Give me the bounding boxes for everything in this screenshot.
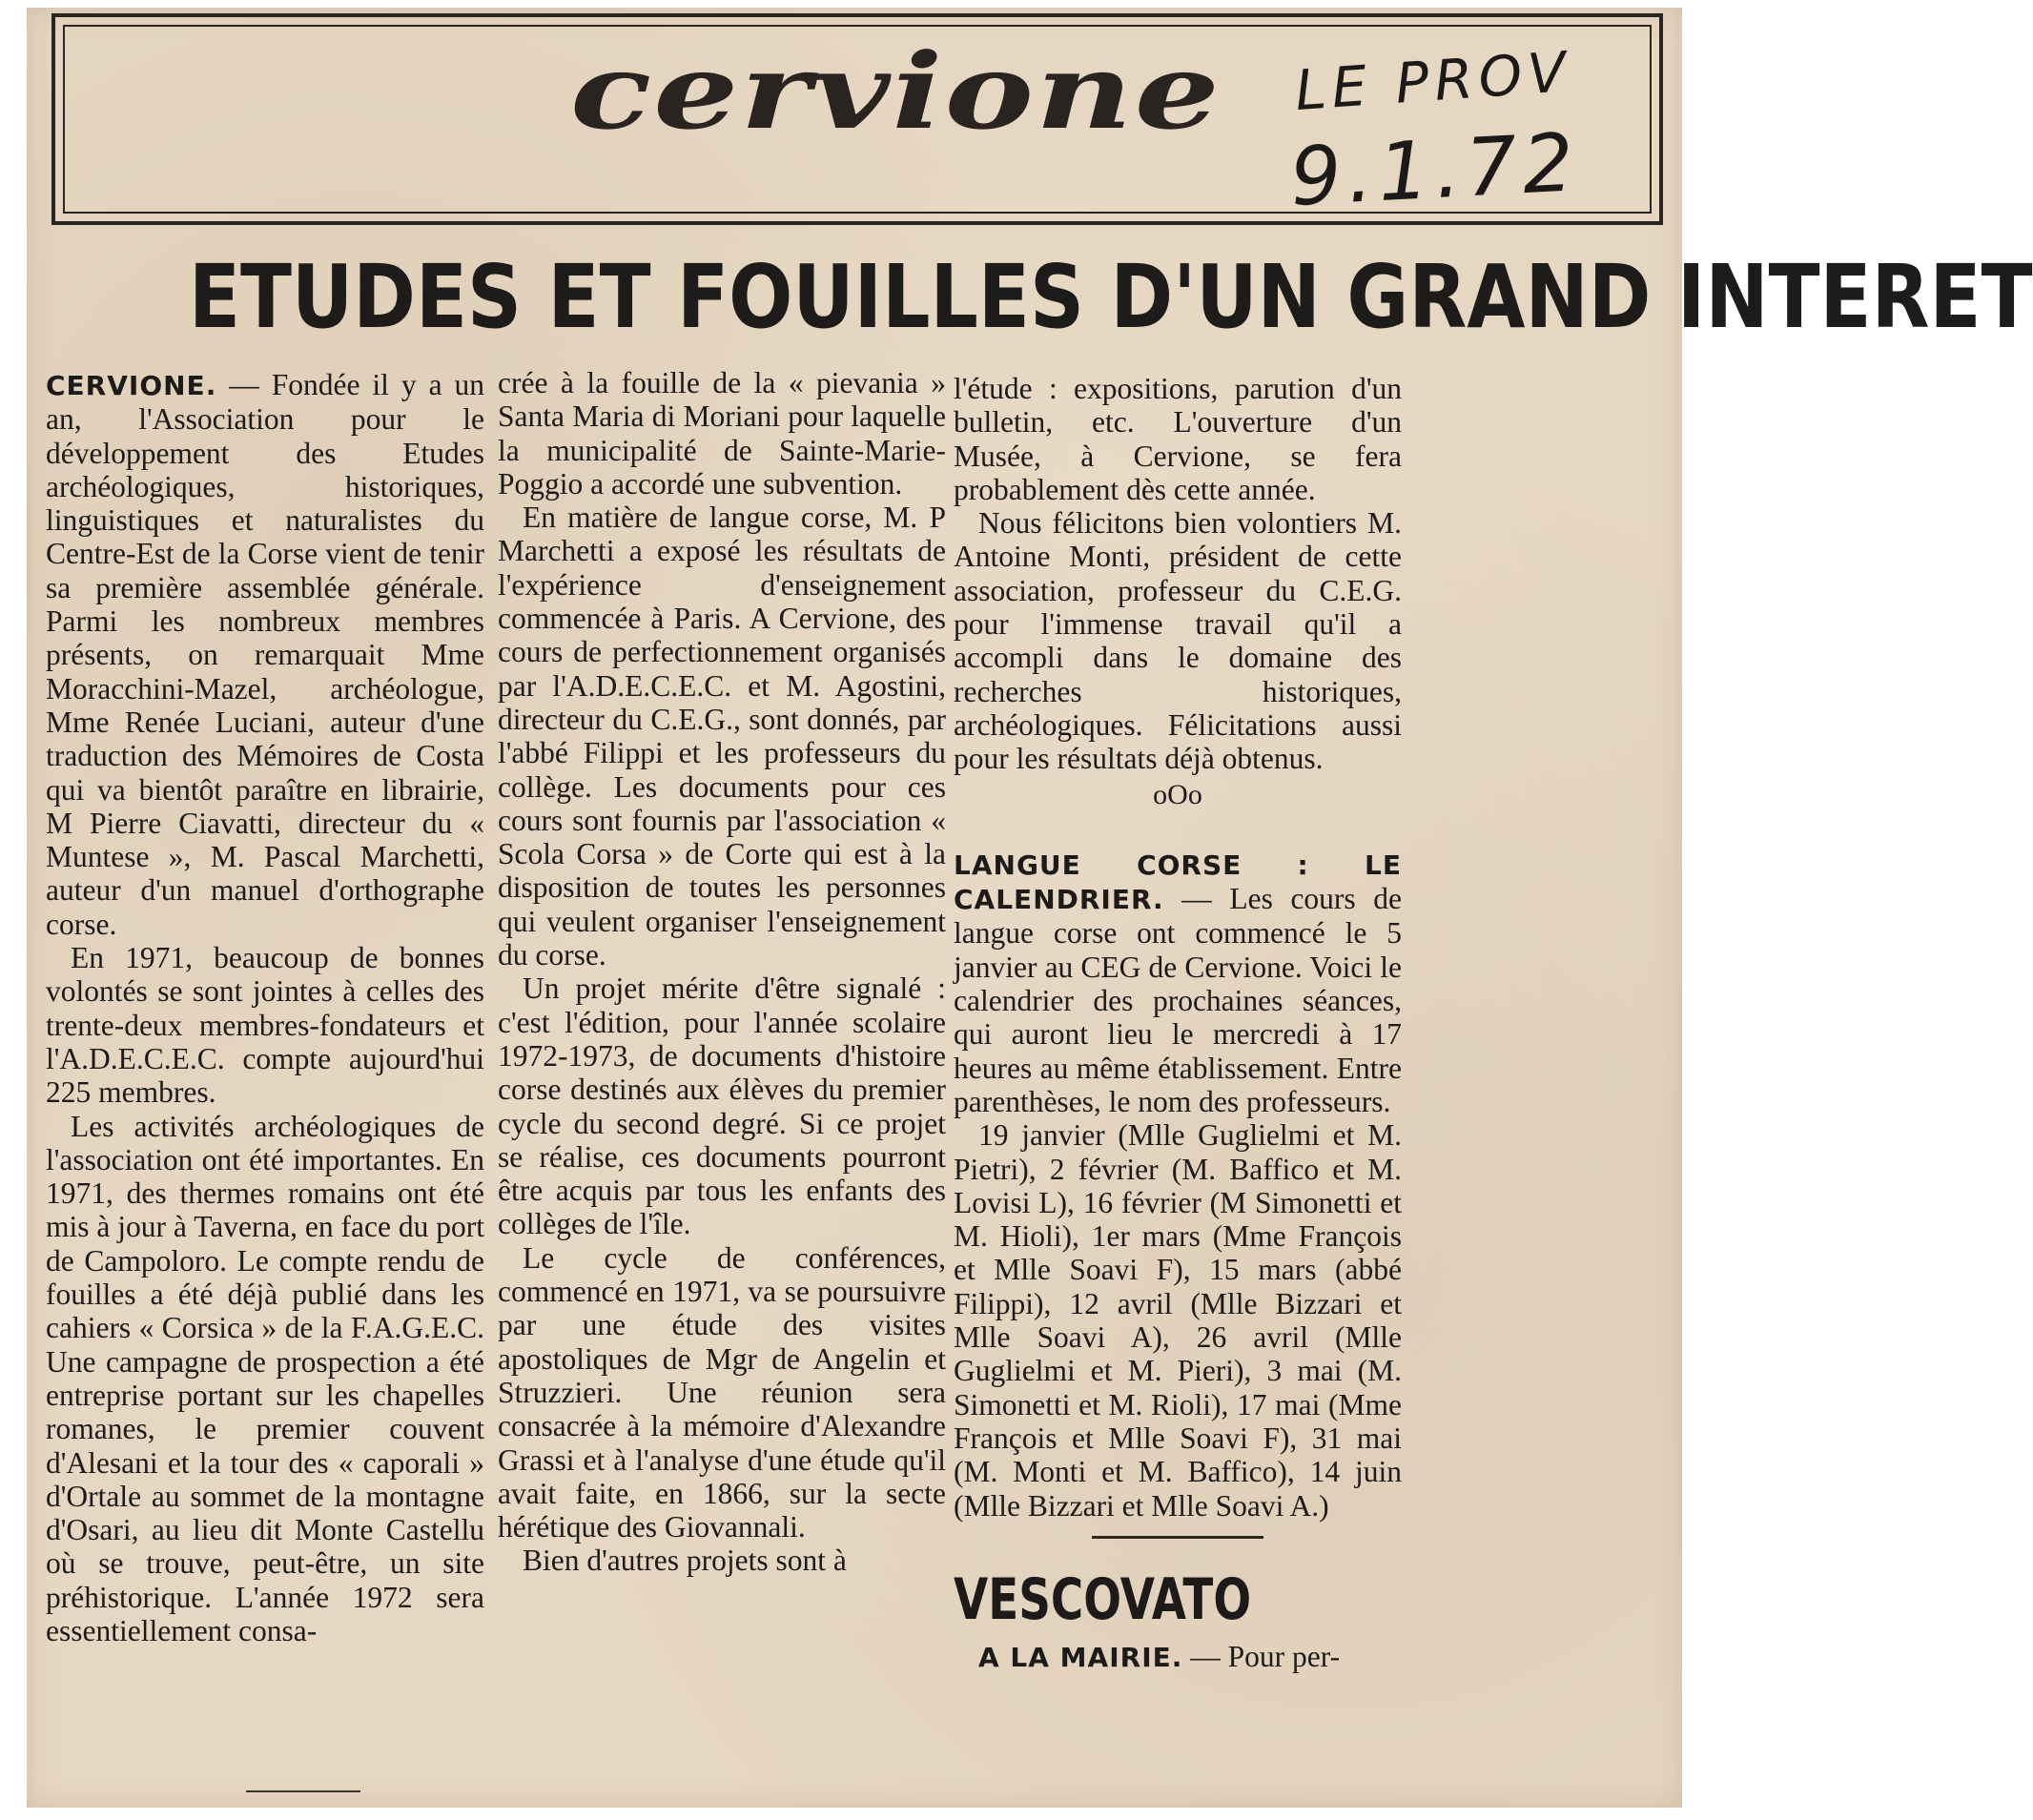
section-rule (1092, 1536, 1263, 1539)
paragraph: crée à la fouille de la « pievania » Santa Maria di Moriani pour laquelle la municipalité de Sainte-Marie-Poggio a accordé une subvention. (498, 366, 946, 501)
paragraph: Les activités archéologiques de l'association ont été importantes. En 1971, des thermes romains ont été mis à jour à Taverna, en face du port de Campoloro. Le compte rendu de fouilles a été déjà publié dans les cahiers « Corsica » de la F.A.G.E.C. Une campagne de prospection a été entreprise portant sur les chapelles romanes, le premier couvent d'Alesani et la tour des « caporali » d'Ortale au sommet de la montagne d'Osari, au lieu dit Monte Castellu où se trouve, peut-être, un site préhistorique. L'année 1972 sera essentiellement consa- (46, 1109, 484, 1647)
section-lead: LANGUE CORSE : LE CALENDRIER. (954, 849, 1402, 916)
section-separator: oOo (1153, 778, 1202, 810)
paragraph-text: — Fondée il y a un an, l'Association pour le développement des Etudes archéologiques, historiques, linguistiques et naturalistes du Centre-Est de la Corse vient de tenir sa première assemblée générale. Parmi les nombreux membres présents, on remarquait Mme Moracchini-Mazel, archéologue, Mme Renée Luciani, auteur d'une traduction des Mémoires de Costa qui va bientôt paraître en librairie, M Pierre Ciavatti, directeur du « Muntese », M. Pascal Marchetti, auteur d'un manuel d'orthographe corse. (46, 368, 484, 941)
newspaper-clipping (27, 8, 2033, 1808)
footer-rule (246, 1790, 360, 1792)
paragraph: Bien d'autres projets sont à (523, 1544, 847, 1578)
paragraph: l'étude : expositions, parution d'un bulletin, etc. L'ouverture d'un Musée, à Cervione, se fera probablement dès cette année. (954, 372, 1402, 506)
paragraph: 19 janvier (Mlle Guglielmi et M. Pietri), 2 février (M. Baffico et M. Lovisi L), 16 février (M Simonetti et M. Hioli), 1er mars (Mme François et Mlle Soavi F), 15 mars (abbé Filippi), 12 avril (Mlle Bizzari et Mlle Soavi A), 26 avril (Mlle Guglielmi et M. Pieri), 3 mai (M. Simonetti et M. Rioli), 17 mai (Mme François et Mlle Soavi F), 31 mai (M. Monti et M. Baffico), 14 juin (Mlle Bizzari et Mlle Soavi A.) (954, 1118, 1402, 1523)
paragraph: Le cycle de conférences, commencé en 1971, va se poursuivre par une étude des visites apostoliques de Mgr de Angelin et Struzzieri. Une réunion sera consacrée à la mémoire d'Alexandre Grassi et à l'analyse d'une étude qu'il avait faite, en 1866, sur la secte hérétique des Giovannali. (498, 1240, 946, 1544)
section-subhead: VESCOVATO (954, 1565, 1252, 1633)
masthead-banner (51, 13, 1663, 225)
paragraph-text: — Les cours de langue corse ont commencé le 5 janvier au CEG de Cervione. Voici le calendrier des prochaines séances, qui auront lieu le mercredi à 17 heures au même établissement. Entre parenthèses, le nom des professeurs. (954, 882, 1402, 1118)
paragraph: En 1971, beaucoup de bonnes volontés se sont jointes à celles des trente-deux membres-fondateurs et l'A.D.E.C.E.C. compte aujourd'hui 225 membres. (46, 941, 484, 1110)
paragraph: Un projet mérite d'être signalé : c'est l'édition, pour l'année scolaire 1972-1973, de documents d'histoire corse destinés aux élèves du premier cycle du second degré. Si ce projet se réalise, ces documents pourront être acquis par tous les enfants des collèges de l'île. (498, 971, 946, 1241)
handwritten-date: 9.1.72 (1287, 115, 1582, 224)
paragraph: En matière de langue corse, M. P Marchetti a exposé les résultats de l'expérience d'enseignement commencée à Paris. A Cervione, des cours de perfectionnement organisés par l'A.D.E.C.E.C. et M. Agostini, directeur du C.E.G., sont donnés, par l'abbé Filippi et les professeurs du collège. Les documents pour ces cours sont fournis par l'association « Scola Corsa » de Corte qui est à la disposition de toutes les personnes qui veulent organiser l'enseignement du corse. (498, 501, 946, 972)
paragraph (954, 848, 1402, 1118)
masthead-title: cervione (570, 31, 1222, 153)
dateline: CERVIONE. (46, 370, 217, 401)
article-headline: ETUDES ET FOUILLES D'UN GRAND INTERET (189, 246, 2033, 348)
article-column-3 (954, 372, 1402, 1674)
article-column-2 (498, 366, 946, 1578)
section-lead: A LA MAIRIE. (978, 1641, 1183, 1673)
paragraph: Nous félicitons bien volontiers M. Antoine Monti, président de cette association, professeur du C.E.G. pour l'immense travail qu'il a accompli dans le domaine des recherches historiques, archéologiques. Félicitations aussi pour les résultats déjà obtenus. (954, 506, 1402, 776)
paragraph-text: — Pour per- (1190, 1639, 1341, 1673)
paragraph (46, 368, 484, 941)
paragraph (954, 1640, 1402, 1674)
handwritten-source: LE PROV (1292, 38, 1574, 124)
article-column-1 (46, 368, 484, 1647)
